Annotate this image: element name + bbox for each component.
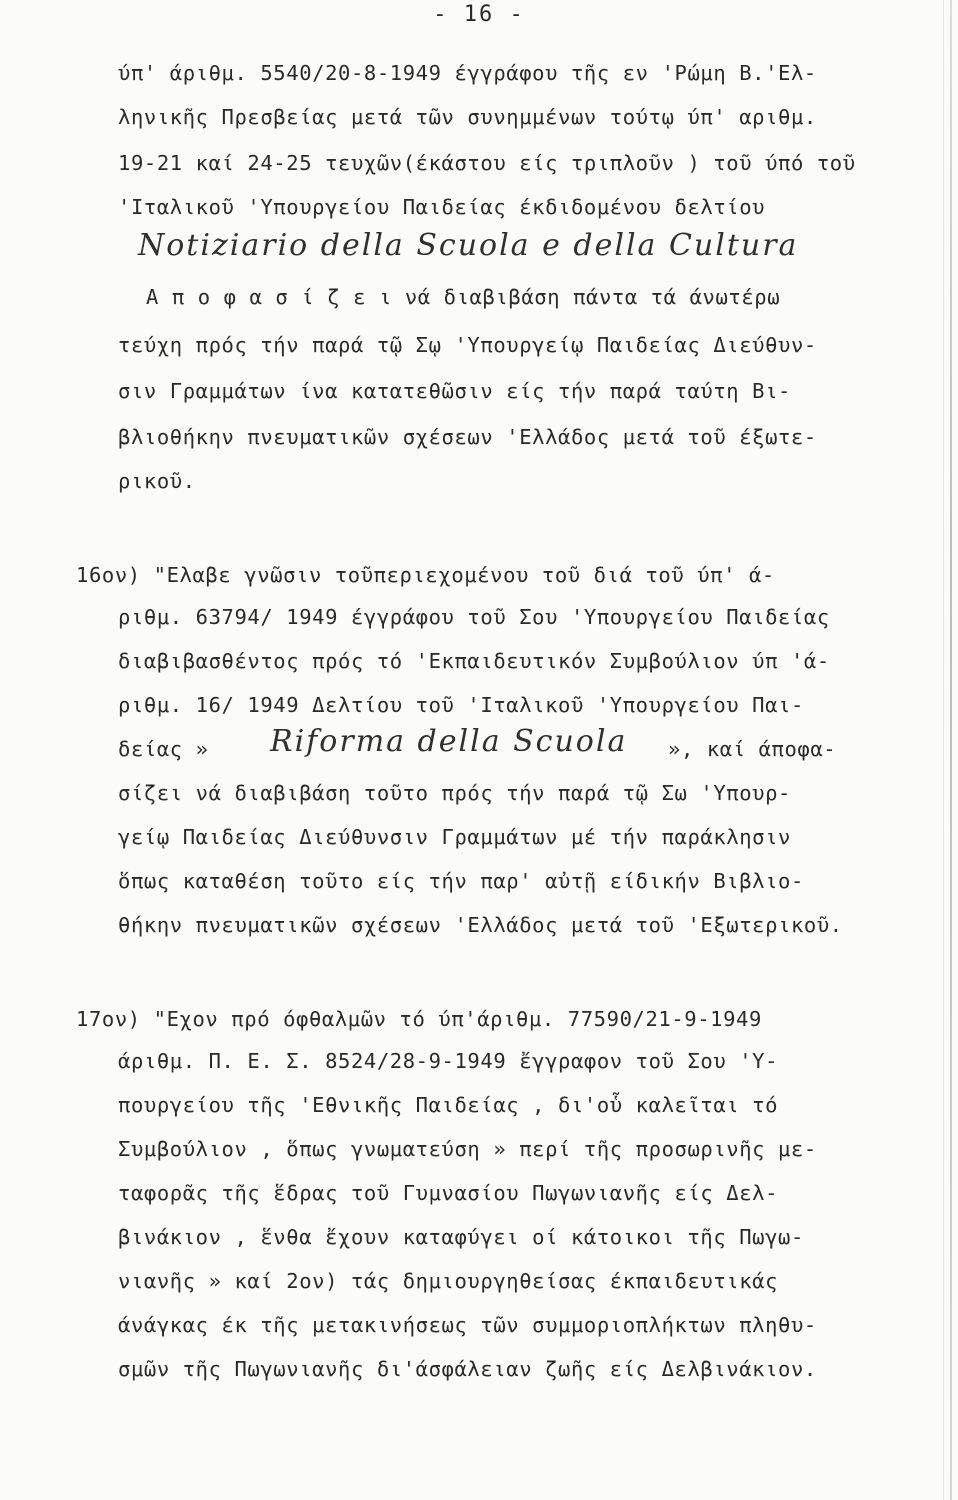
- text-line: βινάκιον , ἕνθα ἔχουν καταφύγει οί κάτοικοι τῆς Πωγω-: [118, 1225, 804, 1249]
- text-line: ύπ' άριθμ. 5540/20-8-1949 έγγράφου τῆς εν 'Ρώμη Β.'Ελ-: [118, 61, 817, 85]
- text-line: σίζει νά διαβιβάση τοῦτο πρός τήν παρά τῷ Σω 'Υπουρ-: [118, 781, 791, 805]
- page-edge-line: [943, 0, 944, 1500]
- text-line: τεύχη πρός τήν παρά τῷ Σῳ 'Υπουργείῳ Παιδείας Διεύθυν-: [118, 333, 817, 357]
- text-line: δείας »: [118, 737, 209, 761]
- text-line: ὅπως καταθέση τοῦτο είς τήν παρ' αὐτῇ είδικήν Βιβλιο-: [118, 869, 804, 893]
- text-line: άριθμ. Π. Ε. Σ. 8524/28-9-1949 ἔγγραφον τοῦ Σου 'Υ-: [118, 1049, 779, 1073]
- text-line: ληνικῆς Πρεσβείας μετά τῶν συνημμένων τούτῳ ύπ' αριθμ.: [118, 105, 817, 129]
- text-line: θήκην πνευματικῶν σχέσεων 'Ελλάδος μετά τοῦ 'Εξωτερικοῦ.: [118, 913, 843, 937]
- page-number: - 16 -: [433, 2, 525, 27]
- text-line: 'Ιταλικοῦ 'Υπουργείου Παιδείας έκδιδομένου δελτίου: [118, 195, 766, 219]
- text-line: ρικοῦ.: [118, 469, 196, 493]
- text-line: άνάγκας έκ τῆς μετακινήσεως τῶν συμμοριοπλήκτων πληθυ-: [118, 1313, 817, 1337]
- text-line: νιανῆς » καί 2ον) τάς δημιουργηθείσας έκπαιδευτικάς: [118, 1269, 779, 1293]
- text-line: βλιοθήκην πνευματικῶν σχέσεων 'Ελλάδος μετά τοῦ έξωτε-: [118, 425, 817, 449]
- text-line: γείῳ Παιδείας Διεύθυνσιν Γραμμάτων μέ τήν παράκλησιν: [118, 825, 791, 849]
- text-line: ριθμ. 63794/ 1949 έγγράφου τοῦ Σου 'Υπουργείου Παιδείας: [118, 605, 830, 629]
- text-line: σμῶν τῆς Πωγωνιανῆς δι'άσφάλειαν ζωῆς είς Δελβινάκιον.: [118, 1357, 817, 1381]
- text-line: Α π ο φ α σ ί ζ ε ι νά διαβιβάση πάντα τά άνωτέρω: [146, 285, 781, 309]
- text-line: διαβιβασθέντος πρός τό 'Εκπαιδευτικόν Συμβούλιον ύπ 'ά-: [118, 649, 830, 673]
- text-line: Συμβούλιον , ὅπως γνωματεύση » περί τῆς προσωρινῆς με-: [118, 1137, 817, 1161]
- handwritten-title: Notiziario della Scuola e della Cultura: [138, 228, 799, 263]
- text-line: σιν Γραμμάτων ίνα κατατεθῶσιν είς τήν παρά ταύτη Βι-: [118, 379, 791, 403]
- page-edge-shadow: [950, 0, 952, 1500]
- text-line: », καί άποφα-: [668, 737, 837, 761]
- text-line: 16ον) "Ελαβε γνῶσιν τοῦπεριεχομένου τοῦ διά τοῦ ύπ' ά-: [76, 563, 775, 587]
- text-line: πουργείου τῆς 'Εθνικῆς Παιδείας , δι'οὗ καλεῖται τό: [118, 1093, 779, 1117]
- handwritten-title: Riforma della Scuola: [270, 724, 628, 759]
- text-line: 19-21 καί 24-25 τευχῶν(έκάστου είς τριπλοῦν ) τοῦ ύπό τοῦ: [118, 151, 856, 175]
- text-line: ταφορᾶς τῆς ἕδρας τοῦ Γυμνασίου Πωγωνιανῆς είς Δελ-: [118, 1181, 779, 1205]
- text-line: 17ον) "Εχον πρό όφθαλμῶν τό ύπ'άριθμ. 77590/21-9-1949: [76, 1007, 762, 1031]
- text-line: ριθμ. 16/ 1949 Δελτίου τοῦ 'Ιταλικοῦ 'Υπουργείου Παι-: [118, 693, 804, 717]
